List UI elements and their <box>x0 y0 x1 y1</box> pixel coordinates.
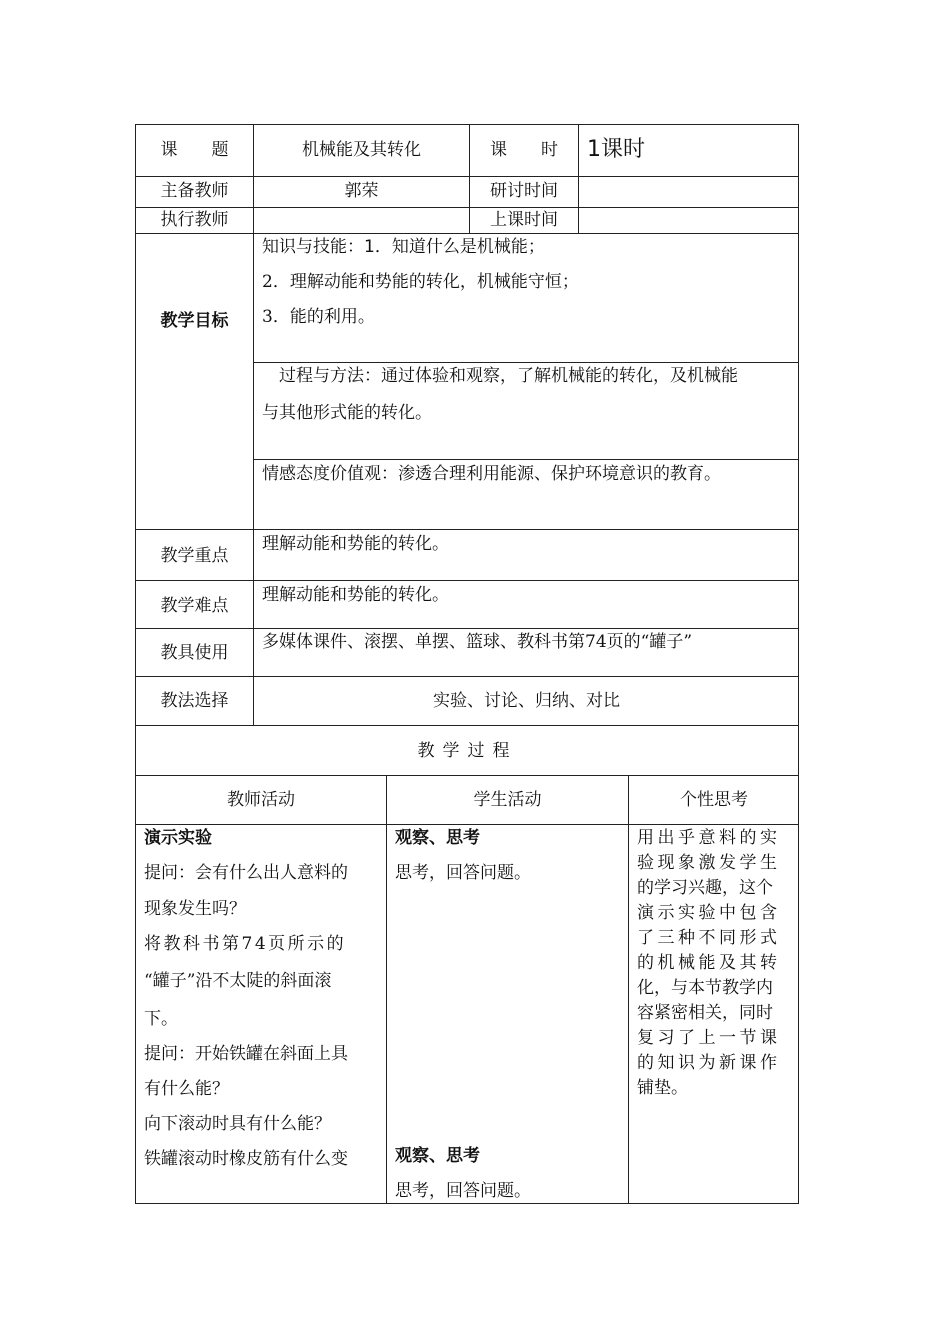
thinking-line: 了三种不同形式 <box>637 928 781 948</box>
thinking-line: 用出乎意料的实 <box>637 828 781 848</box>
table-rule <box>578 124 579 233</box>
student-heading: 观察、思考 <box>395 828 480 848</box>
table-rule <box>135 824 799 825</box>
thinking-line: 容紧密相关，同时 <box>637 1003 773 1023</box>
topic-value: 机械能及其转化 <box>302 140 421 160</box>
teacher-line: 将教科书第74页所示的 <box>144 934 347 954</box>
class-time-label: 上课时间 <box>490 210 558 230</box>
teacher-line: “罐子”沿不太陡的斜面滚 <box>144 971 332 991</box>
col-student-activity: 学生活动 <box>473 790 542 810</box>
objectives-knowledge-line3: 3．能的利用。 <box>262 307 375 327</box>
table-rule <box>135 628 799 629</box>
tools-value: 多媒体课件、滚摆、单摆、篮球、教科书第74页的“罐子” <box>262 632 693 652</box>
lead-teacher-label: 主备教师 <box>160 181 229 201</box>
teacher-line: 向下滚动时具有什么能？ <box>144 1114 331 1134</box>
teacher-line: 现象发生吗？ <box>144 899 246 919</box>
objectives-knowledge-line2: 2．理解动能和势能的转化，机械能守恒； <box>262 272 579 292</box>
col-personal-thinking: 个性思考 <box>680 790 748 810</box>
objectives-process-line2: 与其他形式能的转化。 <box>262 403 432 423</box>
table-rule <box>135 207 799 208</box>
thinking-line: 的学习兴趣，这个 <box>637 878 773 898</box>
tools-label: 教具使用 <box>160 643 229 663</box>
teacher-line: 提问：开始铁罐在斜面上具 <box>144 1044 348 1064</box>
teacher-line: 有什么能？ <box>144 1079 229 1099</box>
table-rule <box>135 676 799 677</box>
lead-teacher-value: 郭荣 <box>344 181 379 201</box>
objectives-knowledge-line1: 知识与技能：1．知道什么是机械能； <box>262 237 545 257</box>
table-rule <box>135 233 799 234</box>
student-text: 思考，回答问题。 <box>395 863 531 883</box>
table-rule <box>135 580 799 581</box>
period-label: 课 时 <box>490 140 558 160</box>
table-rule <box>135 176 799 177</box>
thinking-line: 演示实验中包含 <box>637 903 781 923</box>
table-rule <box>253 362 799 363</box>
process-title: 教学过程 <box>417 741 518 761</box>
thinking-line: 铺垫。 <box>637 1078 688 1098</box>
table-rule <box>253 124 254 725</box>
exec-teacher-label: 执行教师 <box>160 210 229 230</box>
table-rule <box>253 459 799 460</box>
teacher-line: 提问：会有什么出人意料的 <box>144 863 348 883</box>
teacher-line: 演示实验 <box>144 828 212 848</box>
table-rule <box>135 725 799 726</box>
difficulty-label: 教学难点 <box>160 596 229 616</box>
method-label: 教法选择 <box>160 691 229 711</box>
topic-label: 课 题 <box>160 140 229 160</box>
key-point-value: 理解动能和势能的转化。 <box>262 534 449 554</box>
key-point-label: 教学重点 <box>160 546 229 566</box>
teacher-line: 铁罐滚动时橡皮筋有什么变 <box>144 1149 348 1169</box>
method-value: 实验、讨论、归纳、对比 <box>433 691 620 711</box>
table-rule <box>135 529 799 530</box>
thinking-line: 验现象激发学生 <box>637 853 781 873</box>
table-rule <box>135 775 799 776</box>
discussion-time-label: 研讨时间 <box>490 181 558 201</box>
teacher-line: 下。 <box>144 1009 178 1029</box>
student-text: 思考，回答问题。 <box>395 1181 531 1201</box>
thinking-line: 化，与本节教学内 <box>637 978 773 998</box>
objectives-emotion: 情感态度价值观：渗透合理利用能源、保护环境意识的教育。 <box>262 464 721 484</box>
col-teacher-activity: 教师活动 <box>227 790 295 810</box>
table-rule <box>386 775 387 1204</box>
thinking-line: 的机械能及其转 <box>637 953 781 973</box>
student-heading: 观察、思考 <box>395 1146 480 1166</box>
objectives-process-line1: 过程与方法：通过体验和观察，了解机械能的转化，及机械能 <box>262 366 738 386</box>
objectives-label: 教学目标 <box>160 311 229 331</box>
table-rule <box>628 775 629 1204</box>
thinking-line: 的知识为新课作 <box>637 1053 781 1073</box>
thinking-line: 复习了上一节课 <box>637 1028 781 1048</box>
difficulty-value: 理解动能和势能的转化。 <box>262 585 449 605</box>
period-value: 1课时 <box>587 137 645 162</box>
